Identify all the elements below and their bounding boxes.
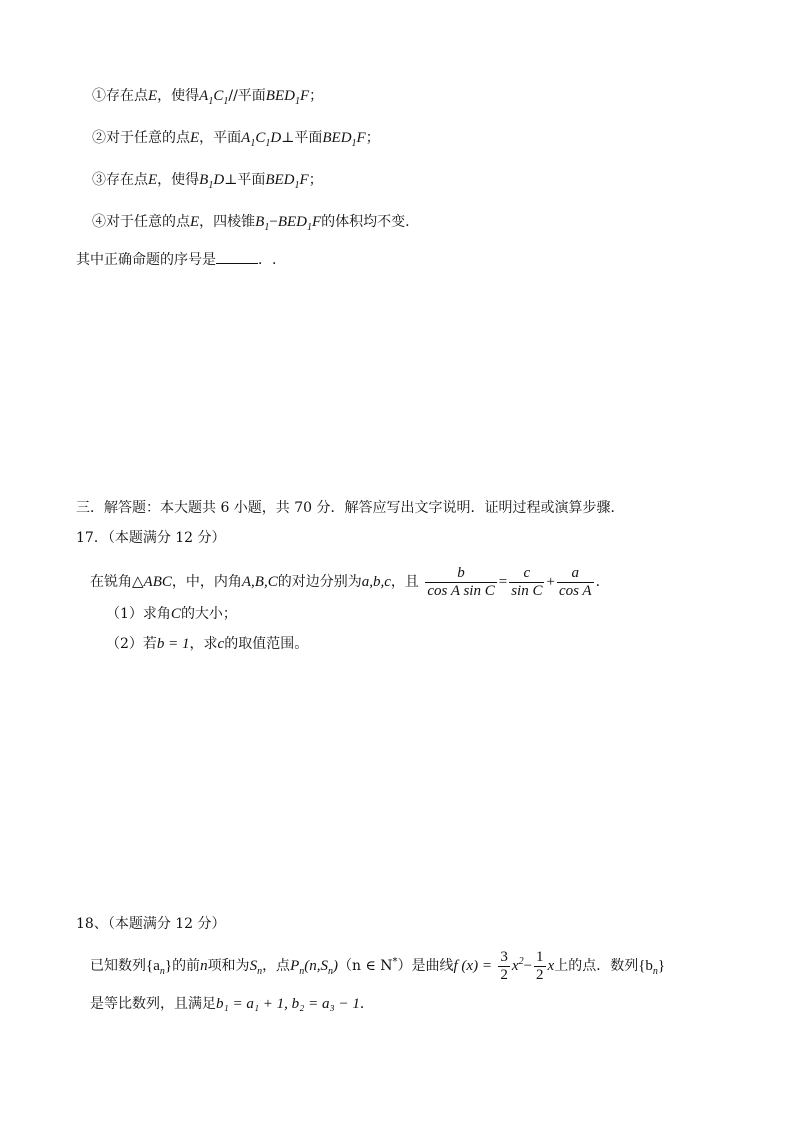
choice-4	[92, 212, 410, 238]
math-var: n	[200, 958, 208, 974]
choice-1	[92, 86, 323, 112]
text: ；	[309, 88, 324, 104]
text: ，四棱锥	[199, 214, 256, 230]
text: ．	[359, 996, 374, 1012]
math-var: C	[170, 606, 181, 622]
text: ，使得	[157, 172, 200, 188]
text: 存在点	[106, 88, 148, 104]
fraction: $\frac{b}{\text{cos A sin C}}$	[427, 564, 495, 599]
fraction: $\frac{c}{\text{sin C}}$	[511, 564, 543, 599]
math-expr: $A_1C_1D$	[241, 130, 282, 149]
math-var: E	[148, 88, 158, 104]
choice-number: ④	[92, 214, 106, 230]
math-var: E	[148, 172, 158, 188]
text: 是曲线	[411, 958, 454, 974]
text: 的体积均不变.	[321, 214, 410, 230]
text: 存在点	[106, 172, 148, 188]
text: ；	[365, 130, 380, 146]
choice-2	[92, 128, 380, 154]
math-expr: $P_n(n,S_n)$	[290, 958, 338, 977]
q18-statement-line-1	[90, 940, 665, 994]
math-expr: a,b,c	[361, 574, 391, 590]
text: 的前	[172, 958, 201, 974]
text: ；	[308, 172, 323, 188]
text: =	[498, 574, 508, 590]
q17-part-2	[106, 634, 308, 654]
text: ，平面	[199, 130, 242, 146]
math-expr: $BED_1F$	[322, 130, 366, 149]
text: 对于任意的点	[106, 214, 190, 230]
fraction: $\frac{3}{2}$	[500, 948, 508, 983]
text: 其中正确命题的序号是	[76, 252, 216, 268]
math-expr: b₁ = a₁ + 1, b₂ = a₃ − 1	[216, 996, 360, 1012]
answer-blank[interactable]	[216, 251, 258, 264]
text: 上的点．数列	[554, 958, 639, 974]
math-expr: $x^2-$	[511, 956, 533, 974]
math-expr: $\{b_n\}$	[638, 958, 666, 977]
math-var: x	[547, 958, 555, 974]
text: 在锐角	[90, 574, 132, 590]
text: +	[546, 574, 555, 590]
text: ⊥平面	[224, 172, 266, 188]
text: 已知数列	[90, 958, 146, 974]
text: 的大小；	[180, 606, 237, 622]
fraction: $\frac{a}{\text{cos A}}$	[558, 564, 592, 599]
q18-statement-line-2	[90, 994, 374, 1014]
text: 的对边分别为	[277, 574, 362, 590]
text: ，使得	[157, 88, 200, 104]
text: ，且	[390, 574, 419, 590]
text: ，中，内角	[171, 574, 242, 590]
choice-number: ②	[92, 130, 106, 146]
text: ．.	[258, 252, 277, 268]
math-expr: $B_1D$	[199, 172, 225, 191]
q18-header: 18、（本题满分 12 分）	[76, 916, 226, 932]
text: .	[595, 574, 601, 590]
math-expr: $S_n$	[249, 958, 263, 977]
text: 项和为	[207, 958, 250, 974]
text: 是等比数列，且满足	[90, 996, 216, 1012]
math-var: c	[217, 636, 225, 652]
text: 的取值范围。	[224, 636, 309, 652]
fraction: $\frac{1}{2}$	[536, 948, 544, 983]
text: 对于任意的点	[106, 130, 190, 146]
choice-3	[92, 170, 323, 196]
fill-blank-line	[76, 250, 276, 270]
text: ，求	[189, 636, 218, 652]
q17-part-1	[106, 604, 237, 624]
math-expr: $B_1-BED_1F$	[255, 214, 322, 233]
q17-statement	[90, 562, 600, 602]
math-expr: △ABC	[132, 574, 172, 590]
math-expr: f (x) =	[453, 958, 492, 974]
math-expr: b = 1	[156, 636, 190, 652]
math-expr: $BED_1F$	[265, 88, 310, 107]
math-expr: $BED_1F$	[265, 172, 309, 191]
math-expr: A,B,C	[241, 574, 278, 590]
text: ⊥平面	[281, 130, 323, 146]
math-var: E	[190, 214, 200, 230]
text: //平面	[228, 88, 266, 104]
text: （1）求角	[106, 606, 171, 622]
text: ，点	[262, 958, 291, 974]
section-3-heading: 三．解答题：本大题共 6 小题，共 70 分．解答应写出文字说明．证明过程或演算步骤．	[76, 500, 625, 516]
choice-number: ③	[92, 172, 106, 188]
math-expr: $A_1C_1$	[199, 88, 229, 107]
text: （2）若	[106, 636, 157, 652]
math-expr: （n ∈ N*）	[337, 956, 412, 974]
choice-number: ①	[92, 88, 106, 104]
q17-header: 17．（本题满分 12 分）	[76, 530, 226, 546]
math-expr: $\{a_n\}$	[146, 958, 173, 977]
math-var: E	[190, 130, 200, 146]
